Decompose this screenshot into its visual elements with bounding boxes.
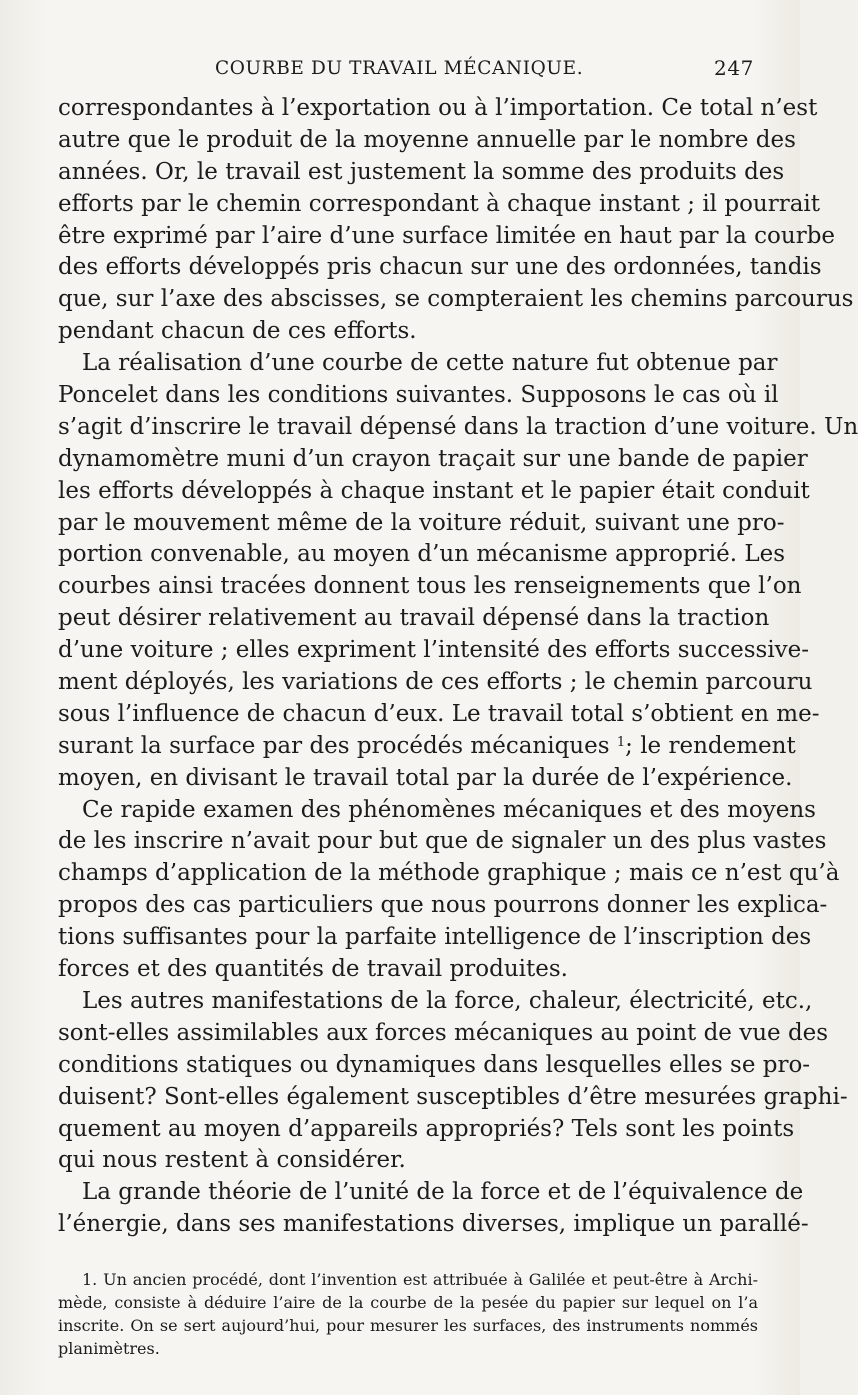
text-line: Poncelet dans les conditions suivantes. Supposons le cas où il (58, 382, 779, 409)
text-line: les efforts développés à chaque instant et le papier était conduit (58, 477, 810, 504)
paragraph-start-line: La grande théorie de l’unité de la force et de l’équivalence de (82, 1179, 804, 1206)
text-segment: surant la surface par des procédés mécaniques (58, 732, 610, 759)
text-line: efforts par le chemin correspondant à chaque instant ; il pourrait (58, 190, 821, 217)
text-line: tions suffisantes pour la parfaite intelligence de l’inscription des (58, 924, 812, 951)
text-line: s’agit d’inscrire le travail dépensé dans la traction d’une voiture. Un (58, 413, 858, 440)
paragraph-start-line: Ce rapide examen des phénomènes mécaniques et des moyens (82, 796, 816, 823)
text-line: champs d’application de la méthode graphique ; mais ce n’est qu’à (58, 860, 840, 887)
text-line: quement au moyen d’appareils appropriés? Tels sont les points (58, 1115, 795, 1142)
text-line: ment déployés, les variations de ces efforts ; le chemin parcouru (58, 669, 813, 696)
text-line: propos des cas particuliers que nous pourrons donner les explica- (58, 892, 828, 919)
text-line: conditions statiques ou dynamiques dans lesquelles elles se pro- (58, 1051, 811, 1078)
footnotes (58, 1268, 758, 1360)
text-line: forces et des quantités de travail produites. (58, 956, 568, 983)
text-line: peut désirer relativement au travail dépensé dans la traction (58, 605, 770, 632)
text-line: des efforts développés pris chacun sur une des ordonnées, tandis (58, 254, 822, 281)
footnote-line: inscrite. On se sert aujourd’hui, pour mesurer les surfaces, des instruments nommés (58, 1316, 758, 1335)
text-line: de les inscrire n’avait pour but que de signaler un des plus vastes (58, 828, 827, 855)
body-text (58, 93, 858, 1241)
text-line: autre que le produit de la moyenne annuelle par le nombre des (58, 126, 796, 153)
text-line: l’énergie, dans ses manifestations diverses, implique un parallé- (58, 1211, 809, 1238)
page-header (60, 58, 760, 88)
text-line: être exprimé par l’aire d’une surface limitée en haut par la courbe (58, 222, 836, 249)
text-line: correspondantes à l’exportation ou à l’importation. Ce total n’est (58, 95, 818, 121)
running-title: COURBE DU TRAVAIL MÉCANIQUE. (215, 58, 584, 79)
text-line: que, sur l’axe des abscisses, se compteraient les chemins parcourus (58, 286, 854, 313)
footnote-line: mède, consiste à déduire l’aire de la courbe de la pesée du papier sur lequel on l’a (58, 1293, 758, 1312)
footnote-line: planimètres. (58, 1339, 160, 1358)
text-line: d’une voiture ; elles expriment l’intensité des efforts successive- (58, 637, 810, 664)
text-line: par le mouvement même de la voiture réduit, suivant une pro- (58, 509, 785, 536)
text-line: duisent? Sont-elles également susceptibles d’être mesurées graphi- (58, 1083, 848, 1110)
text-segment: ; le rendement (625, 732, 796, 759)
paragraph-start-line: La réalisation d’une courbe de cette nature fut obtenue par (82, 350, 778, 377)
footnote-marker: 1 (616, 734, 626, 750)
text-line: moyen, en divisant le travail total par la durée de l’expérience. (58, 764, 793, 791)
text-line-with-footnote (58, 731, 796, 763)
text-line: sous l’influence de chacun d’eux. Le travail total s’obtient en me- (58, 700, 820, 727)
page-number: 247 (714, 56, 754, 80)
paragraph-start-line: Les autres manifestations de la force, chaleur, électricité, etc., (82, 987, 813, 1014)
text-line: sont-elles assimilables aux forces mécaniques au point de vue des (58, 1019, 829, 1046)
text-line: dynamomètre muni d’un crayon traçait sur une bande de papier (58, 445, 808, 472)
text-line: pendant chacun de ces efforts. (58, 318, 417, 345)
text-line: portion convenable, au moyen d’un mécanisme approprié. Les (58, 541, 786, 568)
text-line: années. Or, le travail est justement la somme des produits des (58, 158, 785, 185)
text-line: qui nous restent à considérer. (58, 1147, 406, 1174)
text-line: courbes ainsi tracées donnent tous les renseignements que l’on (58, 573, 802, 600)
footnote-line: 1. Un ancien procédé, dont l’invention est attribuée à Galilée et peut-être à Archi- (82, 1270, 758, 1289)
